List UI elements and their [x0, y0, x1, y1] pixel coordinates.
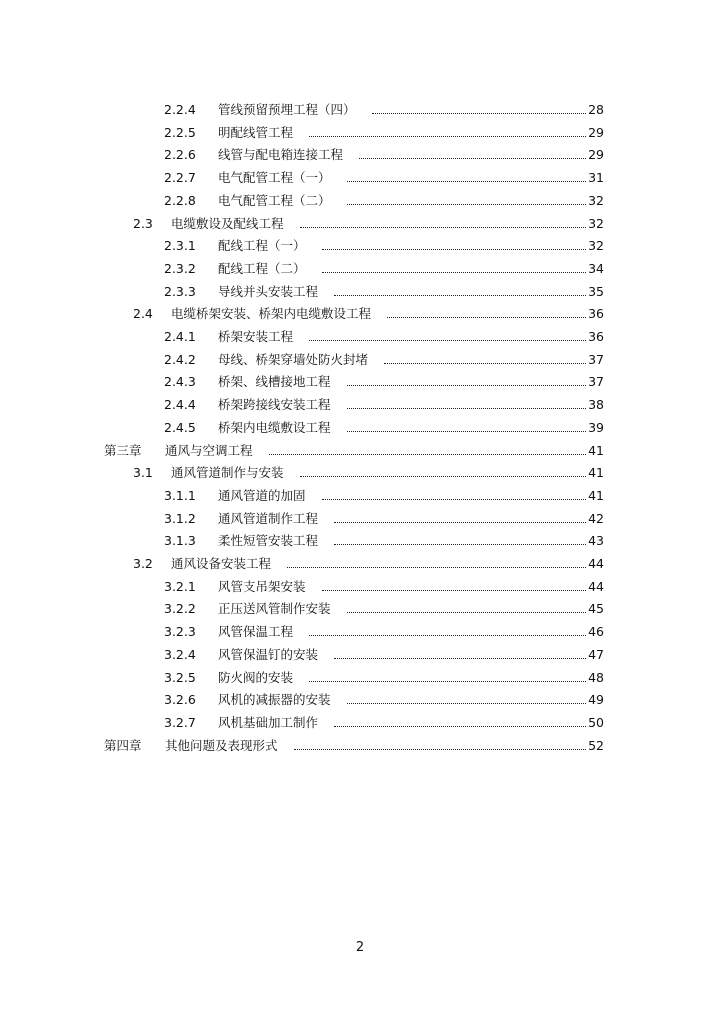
toc-entry[interactable] [0, 191, 604, 211]
toc-entry-page: 52 [588, 737, 604, 753]
toc-entry-page: 32 [588, 192, 604, 208]
toc-entry[interactable] [0, 214, 604, 234]
toc-dot-leader [287, 567, 586, 568]
toc-entry-title: 管线预留预埋工程（四） [218, 102, 356, 117]
toc-entry-number: 3.2.1 [164, 578, 196, 594]
toc-entry-page: 29 [588, 147, 604, 163]
toc-entry-page: 28 [588, 102, 604, 117]
toc-entry-number: 3.1.3 [164, 533, 196, 549]
toc-entry[interactable] [0, 509, 604, 529]
toc-dot-leader [384, 363, 586, 364]
toc-entry-page: 32 [588, 238, 604, 254]
toc-entry-page: 36 [588, 306, 604, 322]
toc-entry-number: 3.2 [133, 556, 153, 571]
toc-entry-number: 3.2.6 [164, 692, 196, 708]
toc-entry[interactable] [0, 123, 604, 143]
toc-entry-number: 3.2.5 [164, 669, 196, 685]
toc-entry[interactable] [0, 395, 604, 415]
toc-dot-leader [334, 726, 586, 727]
toc-entry-title: 导线并头安装工程 [218, 283, 319, 299]
toc-entry[interactable] [0, 327, 604, 347]
toc-entry[interactable] [0, 145, 604, 165]
toc-dot-leader [322, 590, 586, 591]
toc-entry-page: 29 [588, 124, 604, 140]
toc-entry[interactable] [0, 554, 604, 574]
toc-dot-leader [372, 113, 586, 114]
toc-entry[interactable] [0, 236, 604, 256]
toc-entry-title: 通风与空调工程 [165, 442, 253, 458]
toc-entry-number: 2.2.5 [164, 124, 196, 140]
toc-dot-leader [322, 272, 586, 273]
toc-entry-page: 45 [588, 601, 604, 617]
toc-entry-title: 桥架内电缆敷设工程 [218, 419, 331, 435]
toc-entry-title: 防火阀的安装 [218, 669, 294, 685]
toc-dot-leader [334, 522, 586, 523]
toc-entry-title: 风管保温钉的安装 [218, 646, 319, 662]
toc-entry-title: 风管保温工程 [218, 624, 294, 640]
toc-dot-leader [300, 476, 586, 477]
toc-dot-leader [309, 635, 586, 636]
toc-entry-page: 34 [588, 260, 604, 276]
toc-entry[interactable] [0, 713, 604, 733]
toc-entry-number: 3.2.4 [164, 646, 196, 662]
toc-entry-title: 桥架跨接线安装工程 [218, 397, 331, 413]
toc-entry[interactable] [0, 100, 604, 120]
toc-entry-page: 42 [588, 510, 604, 526]
toc-entry[interactable] [0, 622, 604, 642]
toc-entry-page: 32 [588, 215, 604, 231]
toc-dot-leader [300, 227, 586, 228]
toc-entry-number: 2.4.3 [164, 374, 196, 390]
toc-entry-number: 2.2.8 [164, 192, 196, 208]
toc-entry-title: 风机的减振器的安装 [218, 692, 331, 708]
toc-entry-title: 电气配管工程（二） [218, 192, 331, 208]
toc-entry-number: 2.3.2 [164, 260, 196, 276]
toc-entry[interactable] [0, 418, 604, 438]
toc-dot-leader [309, 136, 586, 137]
toc-entry-title: 线管与配电箱连接工程 [218, 147, 344, 163]
toc-dot-leader [347, 385, 586, 386]
toc-entry-page: 38 [588, 397, 604, 413]
toc-entry-page: 47 [588, 646, 604, 662]
toc-dot-leader [294, 749, 586, 750]
toc-entry-page: 41 [588, 465, 604, 481]
toc-entry-page: 35 [588, 283, 604, 299]
toc-entry[interactable] [0, 577, 604, 597]
toc-entry-title: 通风管道的加固 [218, 487, 306, 503]
toc-entry-title: 通风设备安装工程 [171, 556, 272, 571]
toc-dot-leader [347, 181, 586, 182]
toc-entry-title: 其他问题及表现形式 [165, 737, 278, 753]
toc-entry-title: 母线、桥架穿墙处防火封堵 [218, 351, 369, 367]
toc-entry[interactable] [0, 441, 604, 461]
toc-dot-leader [347, 431, 586, 432]
toc-entry-number: 3.2.7 [164, 714, 196, 730]
toc-entry[interactable] [0, 463, 604, 483]
toc-entry-title: 通风管道制作工程 [218, 510, 319, 526]
toc-dot-leader [309, 681, 586, 682]
toc-entry[interactable] [0, 736, 604, 756]
toc-entry[interactable] [0, 668, 604, 688]
toc-dot-leader [309, 340, 586, 341]
toc-entry-page: 49 [588, 692, 604, 708]
toc-entry-title: 风机基础加工制作 [218, 714, 319, 730]
toc-entry-number: 2.4 [133, 306, 153, 322]
toc-entry-number: 第三章 [104, 442, 142, 458]
toc-entry-title: 风管支吊架安装 [218, 578, 306, 594]
toc-dot-leader [334, 295, 586, 296]
toc-entry[interactable] [0, 690, 604, 710]
toc-entry-page: 36 [588, 329, 604, 344]
toc-dot-leader [347, 408, 586, 409]
toc-entry-number: 2.3.1 [164, 238, 196, 254]
toc-entry-number: 第四章 [104, 737, 142, 753]
toc-entry-title: 明配线管工程 [218, 124, 294, 140]
toc-entry-number: 2.4.5 [164, 419, 196, 435]
toc-entry-number: 2.2.7 [164, 170, 196, 186]
toc-entry-page: 43 [588, 533, 604, 549]
toc-entry-number: 3.1 [133, 465, 153, 481]
toc-entry-number: 2.4.2 [164, 351, 196, 367]
toc-entry-page: 37 [588, 374, 604, 390]
toc-entry-number: 3.2.3 [164, 624, 196, 640]
toc-entry-page: 44 [588, 556, 604, 571]
toc-entry-title: 配线工程（二） [218, 260, 306, 276]
toc-entry[interactable] [0, 599, 604, 619]
toc-entry-page: 41 [588, 442, 604, 458]
toc-entry-title: 柔性短管安装工程 [218, 533, 319, 549]
toc-dot-leader [334, 658, 586, 659]
toc-entry-page: 37 [588, 351, 604, 367]
toc-entry-page: 31 [588, 170, 604, 186]
toc-entry[interactable] [0, 168, 604, 188]
toc-entry-title: 电缆桥架安装、桥架内电缆敷设工程 [171, 306, 372, 322]
toc-entry-page: 50 [588, 714, 604, 730]
toc-entry-page: 39 [588, 419, 604, 435]
toc-entry-title: 电气配管工程（一） [218, 170, 331, 186]
toc-entry-title: 桥架安装工程 [218, 329, 294, 344]
toc-entry-page: 48 [588, 669, 604, 685]
toc-entry-number: 3.2.2 [164, 601, 196, 617]
toc-dot-leader [359, 158, 586, 159]
page-number: 2 [355, 940, 365, 955]
toc-entry[interactable] [0, 372, 604, 392]
toc-dot-leader [322, 499, 586, 500]
toc-entry-number: 2.4.1 [164, 329, 196, 344]
toc-entry-title: 电缆敷设及配线工程 [171, 215, 284, 231]
toc-entry[interactable] [0, 259, 604, 279]
toc-entry-title: 通风管道制作与安装 [171, 465, 284, 481]
toc-entry-page: 41 [588, 487, 604, 503]
toc-entry[interactable] [0, 486, 604, 506]
toc-entry[interactable] [0, 350, 604, 370]
toc-entry-number: 2.3.3 [164, 283, 196, 299]
toc-dot-leader [334, 544, 586, 545]
toc-entry[interactable] [0, 531, 604, 551]
toc-entry-title: 桥架、线槽接地工程 [218, 374, 331, 390]
toc-dot-leader [322, 249, 586, 250]
toc-dot-leader [387, 317, 586, 318]
toc-entry-number: 2.2.6 [164, 147, 196, 163]
toc-dot-leader [347, 204, 586, 205]
toc-entry-number: 2.4.4 [164, 397, 196, 413]
toc-entry-number: 3.1.2 [164, 510, 196, 526]
toc-entry-title: 正压送风管制作安装 [218, 601, 331, 617]
toc-entry-page: 44 [588, 578, 604, 594]
toc-dot-leader [347, 612, 586, 613]
toc-entry[interactable] [0, 282, 604, 302]
toc-entry-number: 2.2.4 [164, 102, 196, 117]
toc-entry-number: 2.3 [133, 215, 153, 231]
toc-entry-title: 配线工程（一） [218, 238, 306, 254]
toc-entry[interactable] [0, 304, 604, 324]
toc-entry-number: 3.1.1 [164, 487, 196, 503]
toc-dot-leader [269, 454, 586, 455]
toc-dot-leader [347, 703, 586, 704]
toc-entry[interactable] [0, 645, 604, 665]
toc-entry-page: 46 [588, 624, 604, 640]
